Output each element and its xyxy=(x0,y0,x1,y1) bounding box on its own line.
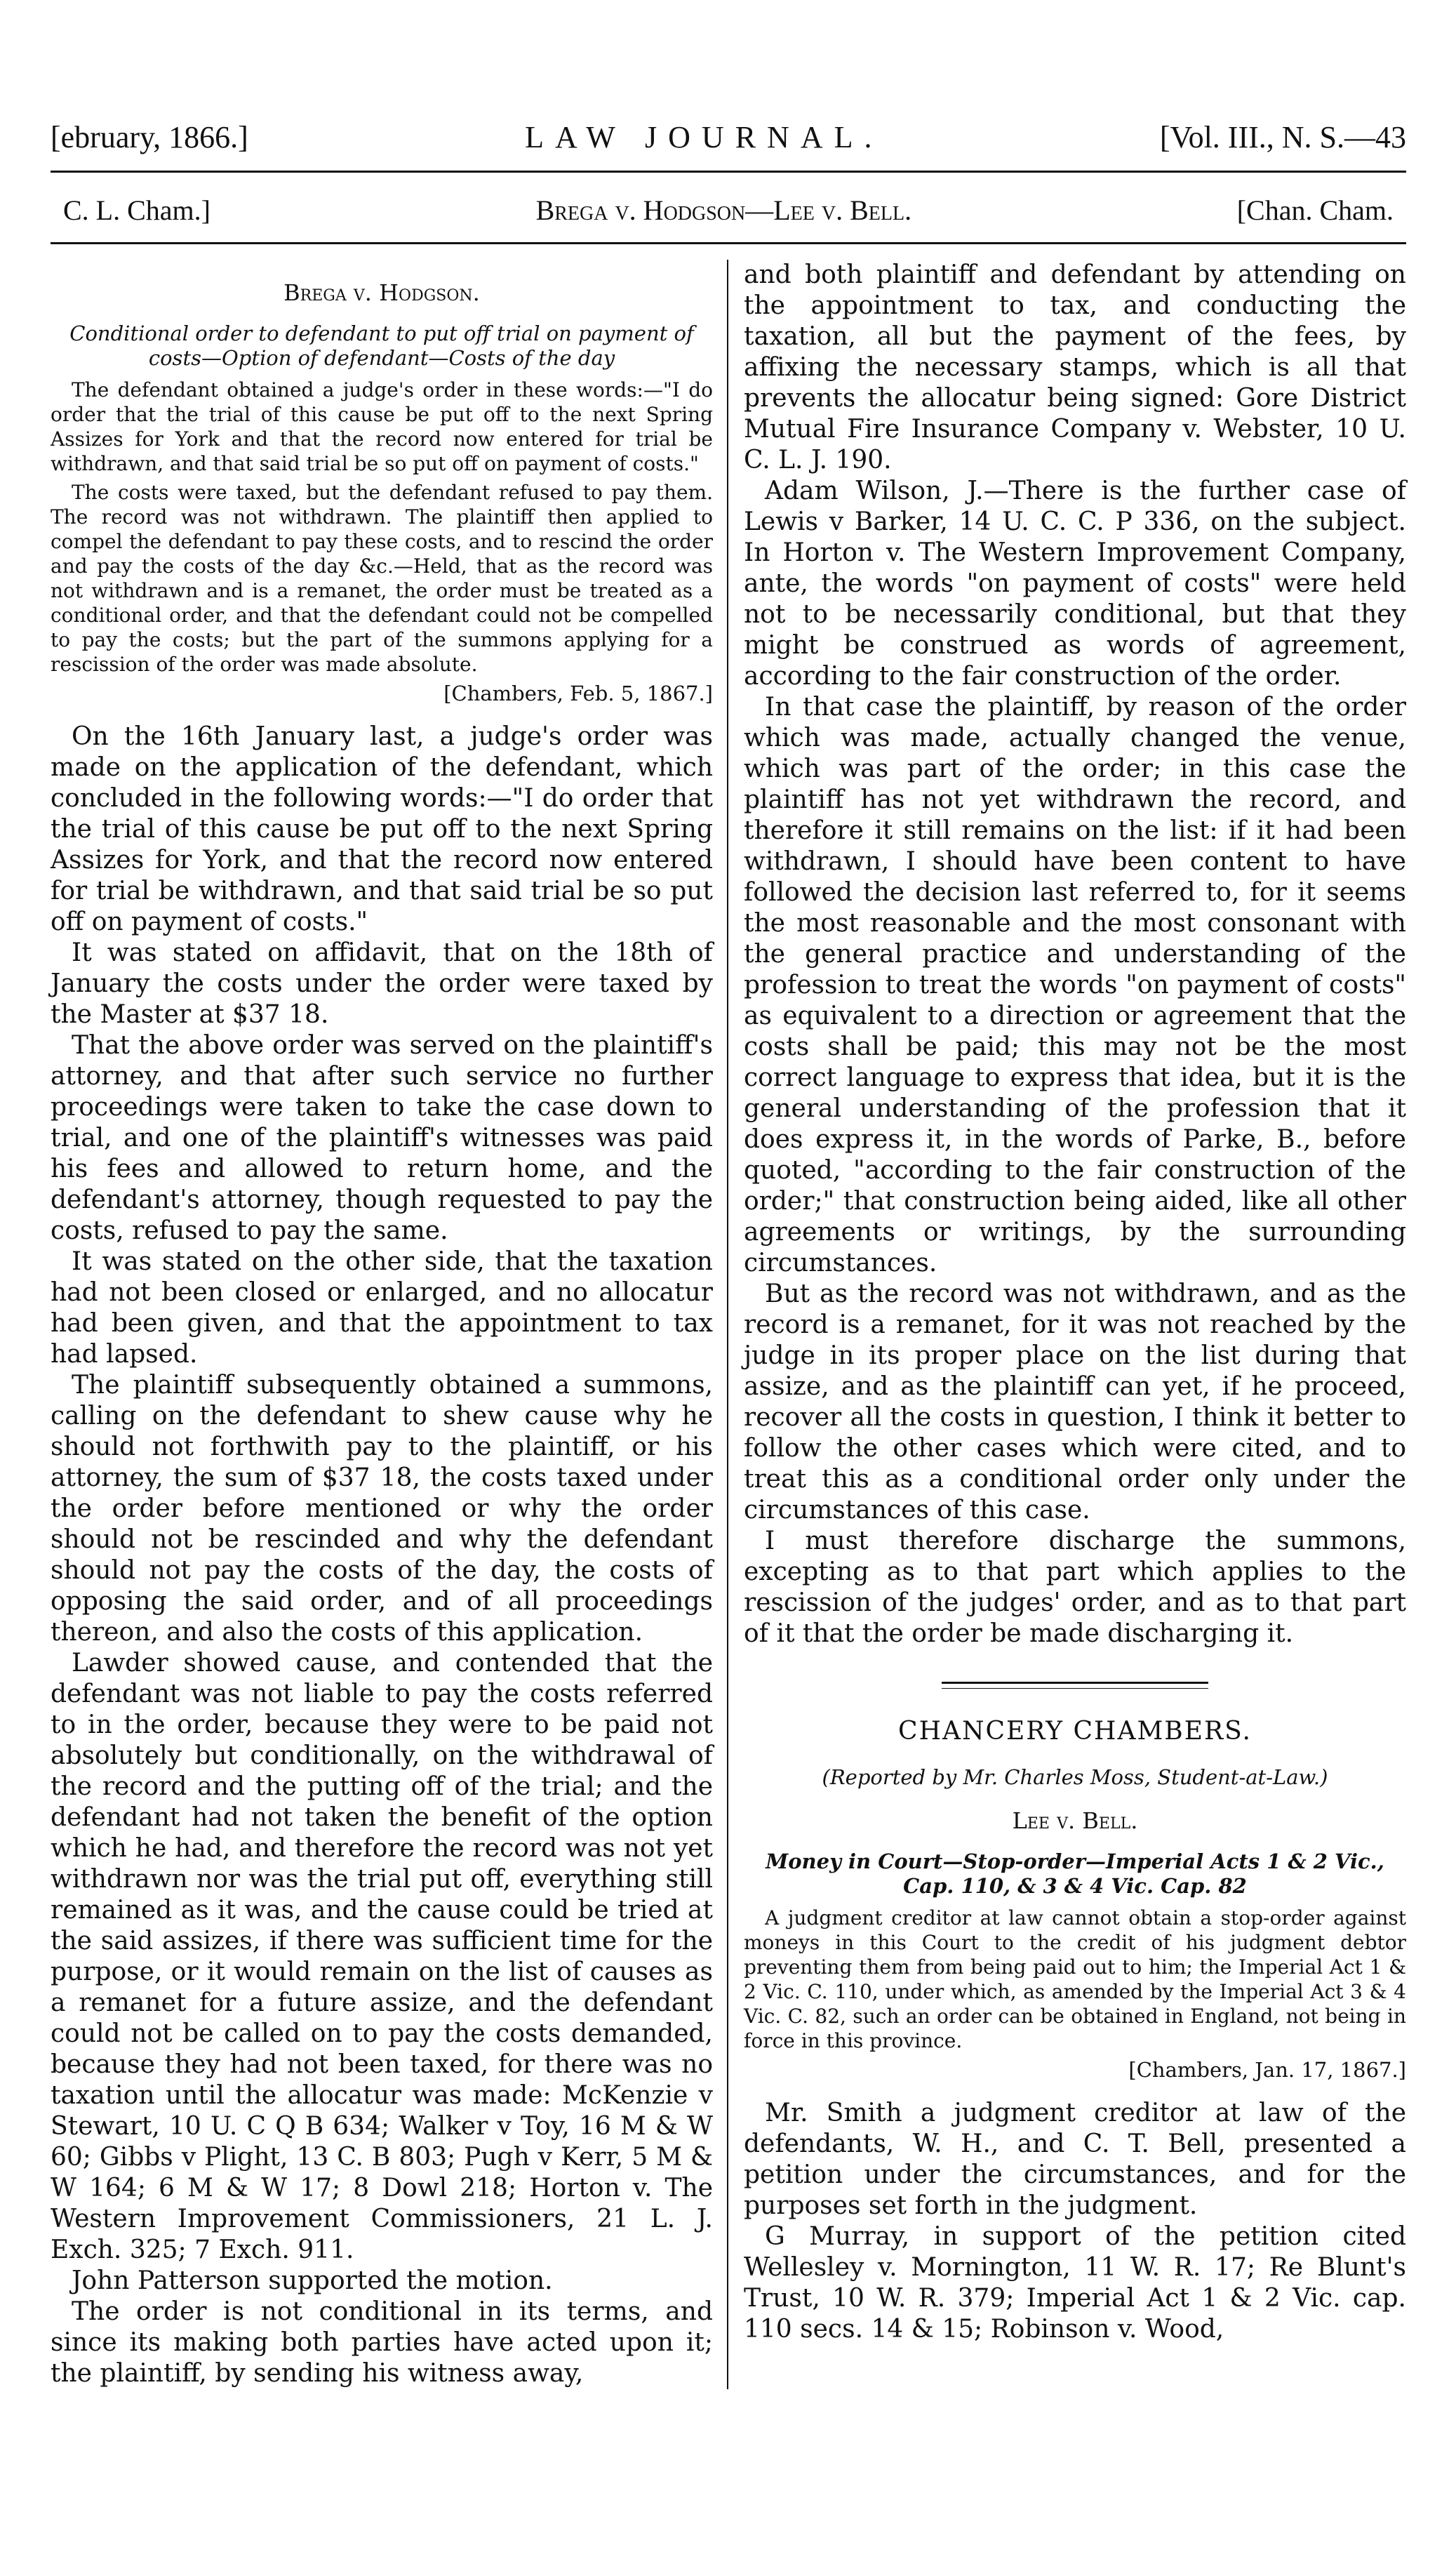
section-divider xyxy=(942,1682,1208,1684)
case-header xyxy=(51,173,1406,227)
decision-date: [Chambers, Jan. 17, 1867.] xyxy=(1128,2058,1406,2082)
journal-title: LAW JOURNAL. xyxy=(525,120,883,154)
right-column xyxy=(728,260,1406,2389)
subheader-rule xyxy=(51,242,1406,244)
headnote-paragraph: The defendant obtained a judge's order in these words:—"I do order that the trial of this cause be put off to the next Spring Assizes for York and that the record now entered for trial be withdrawn, and that said trial be so put off on payment of costs." xyxy=(51,378,713,475)
volume-page-number: [Vol. III., N. S.—43 xyxy=(1159,120,1406,154)
body-paragraph: John Patterson supported the motion. xyxy=(72,2266,553,2295)
journal-page xyxy=(51,119,1406,2389)
left-column xyxy=(51,260,728,2389)
body-paragraph: G Murray, in support of the petition cited Wellesley v. Mornington, 11 W. R. 17; Re Blunt's Trust, 10 W. R. 379; Imperial Act 1 & 2 Vic. cap. 110 secs. 14 & 15; Robinson v. Wood, xyxy=(744,2222,1406,2344)
body-paragraph: Mr. Smith a judgment creditor at law of the defendants, W. H., and C. T. Bell, presented a petition under the circumstances, and for the purposes set forth in the judgment. xyxy=(744,2099,1406,2220)
body-paragraph: It was stated on affidavit, that on the 18th of January the costs under the order were taxed by the Master at $37 18. xyxy=(51,938,713,1029)
case-title: Lee v. Bell. xyxy=(1012,1807,1138,1834)
body-paragraph: On the 16th January last, a judge's order was made on the application of the defendant, which concluded in the following words:—"I do order that the trial of this cause be put off to the next Spring Assizes for York, and that the record now entered for trial be withdrawn, and that said trial be so put off on payment of costs." xyxy=(51,722,713,936)
body-paragraph: In that case the plaintiff, by reason of the order which was made, actually changed the venue, which was part of the order; in this case the plaintiff has not yet withdrawn the record, and therefore it still remains on the list: if it had been withdrawn, I should have been content to have followed the decision last referred to, for it seems the most reasonable and the most consonant with the general practice and understanding of the profession to treat the words "on payment of costs" as equivalent to a direction or agreement that the costs shall be paid; this may not be the most correct language to express that idea, but it is the general understanding of the profession that it does express it, in the words of Parke, B., before quoted, "according to the fair construction of the order;" that construction being aided, like all other agreements or writings, by the surrounding circumstances. xyxy=(744,693,1406,1277)
body-paragraph: The plaintiff subsequently obtained a summons, calling on the defendant to shew cause why he should not forthwith pay to the plaintiff, or his attorney, the sum of $37 18, the costs taxed under the order before mentioned or why the order should not be rescinded and why the defendant should not pay the costs of the day, the costs of opposing the said order, and of all proceedings thereon, and also the costs of this application. xyxy=(51,1371,713,1647)
two-column-body xyxy=(51,260,1406,2389)
section-heading: CHANCERY CHAMBERS. xyxy=(898,1717,1252,1746)
header-date: [ebruary, 1866.] xyxy=(51,120,248,154)
reporter-credit: (Reported by Mr. Charles Moss, Student-at-Law.) xyxy=(822,1765,1328,1789)
body-paragraph: and both plaintiff and defendant by attending on the appointment to tax, and conducting the taxation, all but the payment of the fees, by affixing the necessary stamps, which is all that prevents the allocatur being signed: Gore District Mutual Fire Insurance Company v. Webster, 10 U. C. L. J. 190. xyxy=(744,260,1406,474)
section-divider-thin xyxy=(942,1688,1208,1689)
body-paragraph: That the above order was served on the plaintiff's attorney, and that after such service no further proceedings were taken to take the case down to trial, and one of the plaintiff's witnesses was paid his fees and allowed to return home, and the defendant's attorney, though requested to pay the costs, refused to pay the same. xyxy=(51,1031,713,1245)
body-paragraph: The order is not conditional in its terms, and since its making both parties have acted upon it; the plaintiff, by sending his witness away, xyxy=(51,2297,713,2388)
body-paragraph: I must therefore discharge the summons, excepting as to that part which applies to the rescission of the judges' order, and as to that part of it that the order be made discharging it. xyxy=(744,1527,1406,1648)
headnote-paragraph: A judgment creditor at law cannot obtain a stop-order against moneys in this Court to the credit of his judgment debtor preventing them from being paid out to him; the Imperial Act 1 & 2 Vic. C. 110, under which, as amended by the Imperial Act 3 & 4 Vic. C. 82, such an order can be obtained in England, not being in force in this province. xyxy=(744,1906,1406,2052)
body-paragraph: Adam Wilson, J.—There is the further case of Lewis v Barker, 14 U. C. C. P 336, on the subject. In Horton v. The Western Improvement Company, ante, the words "on payment of costs" were held not to be necessarily conditional, but that they might be construed as words of agreement, according to the fair construction of the order. xyxy=(744,477,1406,691)
decision-date: [Chambers, Feb. 5, 1867.] xyxy=(443,682,713,705)
headnote-subject: Money in Court—Stop-order—Imperial Acts 1 & 2 Vic., Cap. 110, & 3 & 4 Vic. Cap. 82 xyxy=(766,1849,1384,1898)
body-paragraph: It was stated on the other side, that the taxation had not been closed or enlarged, and no allocatur had been given, and that the appointment to tax had lapsed. xyxy=(51,1247,713,1369)
headnote-subject: Conditional order to defendant to put off trial on payment of costs—Option of defendant—Costs of the day xyxy=(69,321,694,370)
court-right: [Chan. Cham. xyxy=(1236,194,1394,226)
headnote-paragraph: The costs were taxed, but the defendant refused to pay them. The record was not withdrawn. The plaintiff then applied to compel the defendant to pay these costs, and to rescind the order and pay the costs of the day &c.—Held, that as the record was not withdrawn and is a remanet, the order must be treated as a conditional order, and that the defendant could not be compelled to pay the costs; but the part of the summons applying for a rescission of the order was made absolute. xyxy=(51,481,713,676)
body-paragraph: Lawder showed cause, and contended that the defendant was not liable to pay the costs referred to in the order, because they were to be paid not absolutely but conditionally, on the withdrawal of the record and the putting off of the trial; and the defendant had not taken the benefit of the option which he had, and therefore the record was not yet withdrawn nor was the trial put off, everything still remained as it was, and the cause could be tried at the said assizes, if there was sufficient time for the purpose, or it would remain on the list of causes as a remanet for a future assize, and the defendant could not be called on to pay the costs demanded, because they had not been taxed, for there was no taxation until the allocatur was made: McKenzie v Stewart, 10 U. C Q B 634; Walker v Toy, 16 M & W 60; Gibbs v Plight, 13 C. B 803; Pugh v Kerr, 5 M & W 164; 6 M & W 17; 8 Dowl 218; Horton v. The Western Improvement Commissioners, 21 L. J. Exch. 325; 7 Exch. 911. xyxy=(51,1649,713,2264)
court-left: C. L. Cham.] xyxy=(63,194,211,226)
case-title: Brega v. Hodgson. xyxy=(283,279,480,306)
body-paragraph: But as the record was not withdrawn, and as the record is a remanet, for it was not reached by the judge in its proper place on the list during that assize, and as the plaintiff can yet, if he proceed, recover all the costs in question, I think it better to follow the other cases which were cited, and to treat this as a conditional order only under the circumstances of this case. xyxy=(744,1280,1406,1524)
case-names: Brega v. Hodgson—Lee v. Bell. xyxy=(535,194,912,226)
running-header xyxy=(51,119,1406,155)
